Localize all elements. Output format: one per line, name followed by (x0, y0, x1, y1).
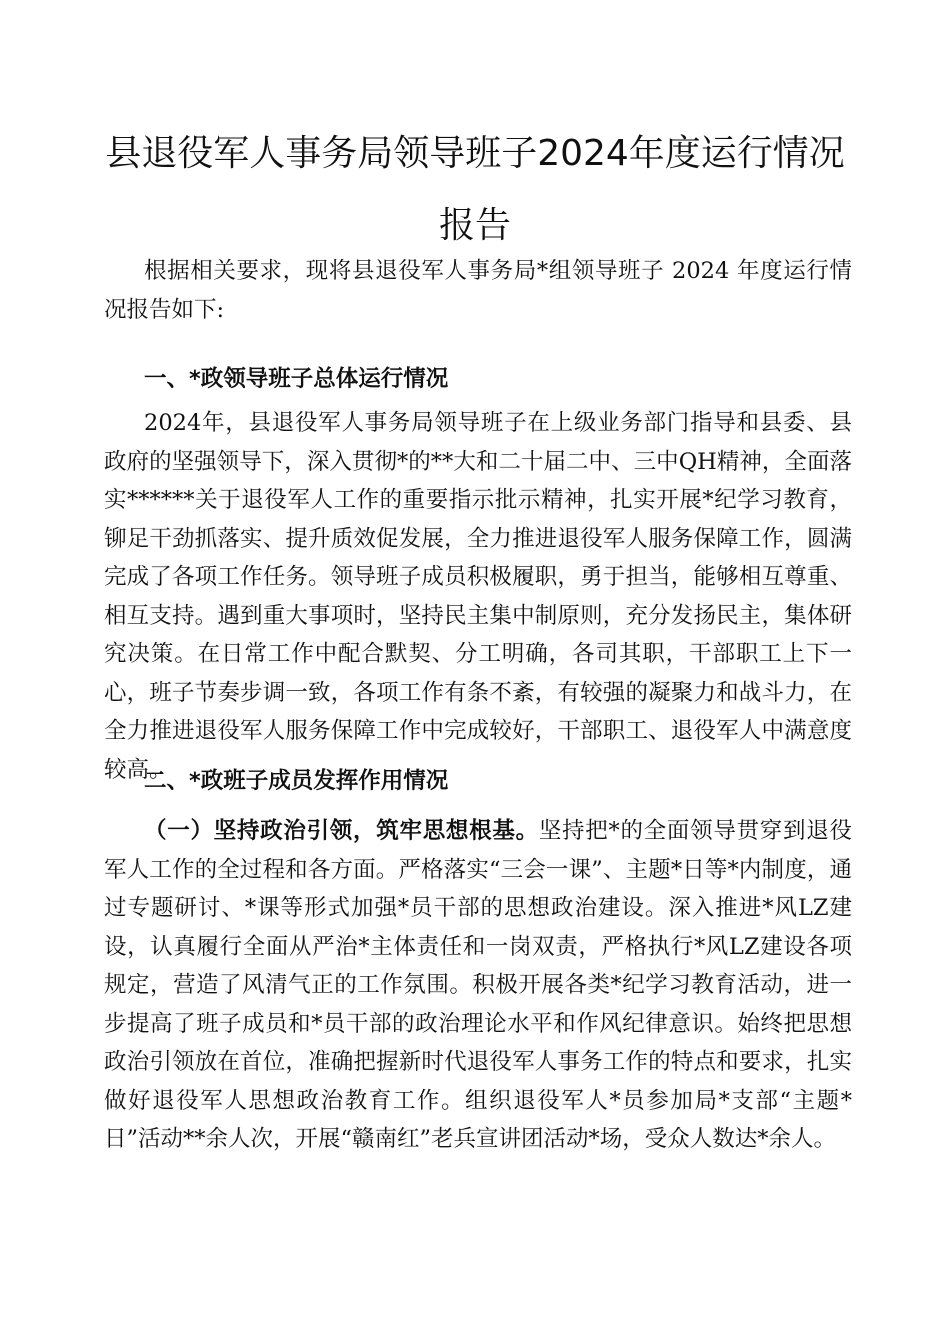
subsection-1-lead: （一）坚持政治引领，筑牢思想根基。 (144, 818, 539, 844)
section-1-heading: 一、*政领导班子总体运行情况 (144, 366, 449, 392)
document-title-line-2: 报告 (438, 205, 511, 246)
subsection-1-body: 坚持把*的全面领导贯穿到退役军人工作的全过程和各方面。严格落实“三会一课”、主题*日等*内制度，通过专题研讨、*课等形式加强*员干部的思想政治建设。深入推进*风LZ建设，认真履行全面从严治*主体责任和一岗双责，严格执行*风LZ建设各项规定，营造了风清气正的工作氛围。积极开展各类*纪学习教育活动，进一步提高了班子成员和*员干部的政治理论水平和作风纪律意识。始终把思想政治引领放在首位，准确把握新时代退役军人事务工作的特点和要求，扎实做好退役军人思想政治教育工作。组织退役军人*员参加局*支部“主题*日”活动**余人次，开展“赣南红”老兵宣讲团活动*场，受众人数达*余人。 (104, 818, 852, 1152)
document-title-line-1: 县退役军人事务局领导班子2024年度运行情况 (105, 133, 845, 174)
section-2-heading: 二、*政班子成员发挥作用情况 (144, 768, 449, 794)
section-1-paragraph: 2024年，县退役军人事务局领导班子在上级业务部门指导和县委、县政府的坚强领导下，深入贯彻*的**大和二十届二中、三中QH精神，全面落实******关于退役军人工作的重要指示批示精神，扎实开展*纪学习教育，铆足干劲抓落实、提升质效促发展，全力推进退役军人服务保障工作，圆满完成了各项工作任务。领导班子成员积极履职，勇于担当，能够相互尊重、相互支持。遇到重大事项时，坚持民主集中制原则，充分发扬民主，集体研究决策。在日常工作中配合默契、分工明确，各司其职，干部职工上下一心，班子节奏步调一致，各项工作有条不紊，有较强的凝聚力和战斗力，在全力推进退役军人服务保障工作中完成较好，干部职工、退役军人中满意度较高。 (104, 410, 852, 783)
intro-paragraph: 根据相关要求，现将县退役军人事务局*组领导班子 2024 年度运行情况报告如下: (104, 258, 852, 323)
subsection-1-paragraph (104, 812, 852, 1159)
